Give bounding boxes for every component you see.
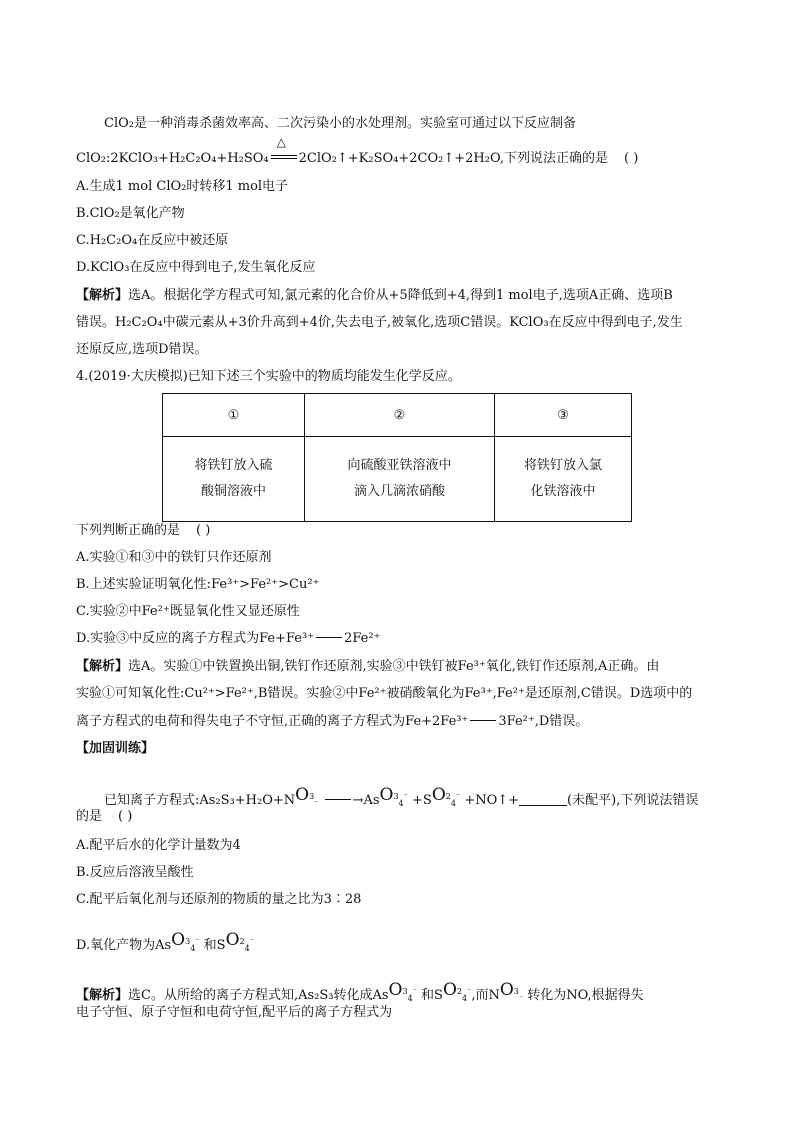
- q3-option-a: A.生成1 mol ClO₂时转移1 mol电子: [76, 179, 289, 194]
- reaction-arrow: [325, 799, 351, 800]
- answer-bracket: ( ): [196, 523, 211, 538]
- q3-analysis-line-1: 【解析】选A。根据化学方程式可知,氯元素的化合价从+5降低到+4,得到1 mol电子,选项A正确、选项B: [76, 288, 673, 303]
- q4-stem: 4.(2019·大庆模拟)已知下述三个实验中的物质均能发生化学反应。: [76, 369, 461, 384]
- q3-intro: ClO₂是一种消毒杀菌效率高、二次污染小的水处理剂。实验室可通过以下反应制备: [104, 116, 576, 131]
- q3-eq-prefix: ClO₂:2KClO₃+H₂C₂O₄+H₂SO₄: [76, 151, 269, 166]
- analysis-label: 【解析】: [76, 659, 129, 674]
- q3-analysis-line-2: 错误。H₂C₂O₄中碳元素从+3价升高到+4价,失去电子,被氧化,选项C错误。KClO₃在反应中得到电子,发生: [76, 315, 683, 330]
- equals-line: [316, 637, 342, 638]
- reinforce-option-d: D.氧化产物为AsO$^3_4$⁻ 和$SO^2_4^{^-}$: [76, 930, 254, 953]
- experiment-table: [162, 393, 632, 522]
- reaction-condition: [269, 135, 299, 164]
- reinforce-option-b: B.反应后溶液呈酸性: [76, 865, 194, 880]
- table-cell-3: 将铁钉放入氯 化铁溶液中: [495, 437, 632, 522]
- equals-line: [470, 720, 496, 721]
- answer-bracket: ( ): [118, 809, 133, 824]
- q4-option-c: C.实验②中Fe²⁺既显氧化性又显还原性: [76, 604, 300, 619]
- heat-icon: △: [276, 135, 286, 149]
- table-cell-2: 向硫酸亚铁溶液中 滴入几滴浓硝酸: [305, 437, 495, 522]
- table-header-3: ③: [495, 394, 632, 437]
- reinforce-stem: 已知离子方程式$:As_2S_3+H_2O+NO^3_{^-} \to AsO^3_4^{^-} +SO^2_4^{^-}$ +NO↑+ (未配平),下列说法错误: [104, 785, 699, 808]
- q3-option-c: C.H₂C₂O₄在反应中被还原: [76, 233, 229, 248]
- q3-analysis-line-3: 还原反应,选项D错误。: [76, 342, 208, 357]
- q4-prompt: 下列判断正确的是 ( ): [76, 521, 210, 541]
- q3-option-d: D.KClO₃在反应中得到电子,发生氧化反应: [76, 260, 316, 275]
- reinforce-option-c: C.配平后氧化剂与还原剂的物质的量之比为3∶28: [76, 892, 362, 907]
- q3-equation: [76, 135, 639, 169]
- analysis-label: 【解析】: [76, 988, 129, 1003]
- q4-analysis-line-2: 实验①可知氧化性:Cu²⁺>Fe²⁺,B错误。实验②中Fe²⁺被硝酸氧化为Fe³⁺,Fe²⁺是还原剂,C错误。D选项中的: [76, 686, 693, 701]
- answer-bracket: ( ): [624, 151, 639, 166]
- reinforce-heading: 【加固训练】: [76, 741, 155, 756]
- q4-option-d: D.实验③中反应的离子方程式为Fe+Fe³⁺ 2Fe²⁺: [76, 631, 381, 646]
- q4-analysis-line-1: 【解析】选A。实验①中铁置换出铜,铁钉作还原剂,实验③中铁钉被Fe³⁺氧化,铁钉作还原剂,A正确。由: [76, 659, 660, 674]
- q4-option-a: A.实验①和③中的铁钉只作还原剂: [76, 550, 272, 565]
- fill-blank: [519, 805, 567, 806]
- analysis-label: 【解析】: [76, 288, 129, 303]
- q4-option-b: B.上述实验证明氧化性:Fe³⁺>Fe²⁺>Cu²⁺: [76, 577, 320, 592]
- q3-eq-suffix: 2ClO₂↑+K₂SO₄+2CO₂↑+2H₂O,下列说法正确的是: [298, 151, 608, 166]
- table-cell-1: 将铁钉放入硫 酸铜溶液中: [163, 437, 305, 522]
- reinforce-stem-line-2: 的是 ( ): [76, 807, 132, 827]
- reinforce-option-a: A.配平后水的化学计量数为4: [76, 838, 241, 853]
- table-header-2: ②: [305, 394, 495, 437]
- table-header-1: ①: [163, 394, 305, 437]
- reinforce-analysis-line-2: 电子守恒、原子守恒和电荷守恒,配平后的离子方程式为: [76, 1005, 393, 1020]
- reinforce-analysis-line-1: 【解析】选C。从所给的离子方程式知,As₂S₃转化成AsO$^3_4$⁻ 和$SO^2_4^{^-}$,而$NO^3_{^-}$ 转化为NO,根据得失: [76, 980, 644, 1003]
- q4-analysis-line-3: 离子方程式的电荷和得失电子不守恒,正确的离子方程式为Fe+2Fe³⁺ 3Fe²⁺,D错误。: [76, 714, 589, 729]
- q3-option-b: B.ClO₂是氧化产物: [76, 206, 185, 221]
